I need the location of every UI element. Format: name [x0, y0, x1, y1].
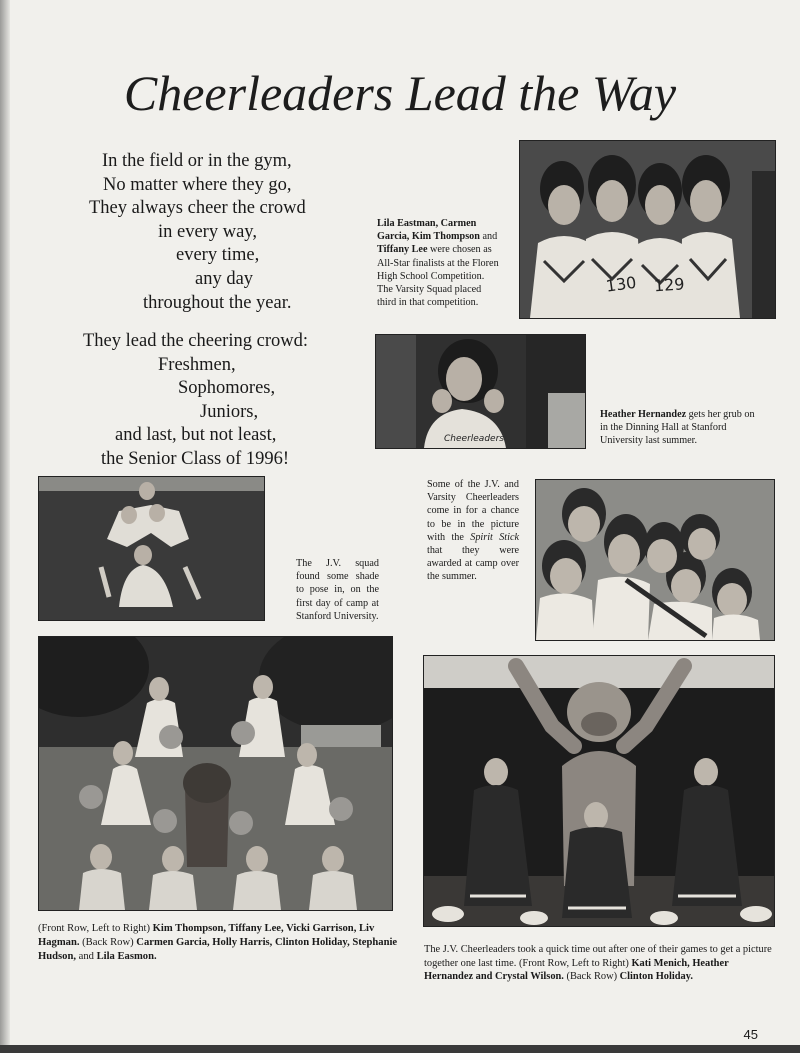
page-binding-edge	[0, 0, 10, 1053]
photo-varsity-squad	[38, 636, 393, 911]
caption-heather: Heather Hernandez gets her grub on in the Dinning Hall at Stanford University last summer.	[600, 409, 755, 447]
page-number: 45	[743, 1027, 758, 1042]
poem-line: No matter where they go,	[103, 174, 292, 195]
poem-line: Sophomores,	[178, 378, 276, 399]
caption-jv-shade: The J.V. squad found some shade to pose in, on the first day of camp at Stanford University.	[296, 558, 379, 622]
caption-names: Kati Menich, Heather Hernandez and Crystal Wilson.	[424, 957, 729, 983]
page-bottom-edge	[0, 1045, 800, 1053]
poem-line: They lead the cheering crowd:	[83, 331, 308, 351]
caption-name: Tiffany Lee	[377, 244, 428, 256]
photo-dining-hall	[375, 334, 586, 449]
poem-line: In the field or in the gym,	[102, 151, 292, 171]
caption-name: Lila Easmon.	[96, 951, 157, 962]
caption-varsity: (Front Row, Left to Right) Kim Thompson, Tiffany Lee, Vicki Garrison, Liv Hagman. (Back Row) Carmen Garcia, Holly Harris, Clinton Holiday, Stephanie Hudson, and Lila Easmon.	[38, 923, 398, 962]
poem-line: any day	[195, 269, 254, 289]
poem-line: Juniors,	[200, 401, 259, 422]
page-title: Cheerleaders Lead the Way	[123, 65, 677, 121]
caption-name: Heather Hernandez	[600, 409, 687, 420]
bib-number: 130	[604, 272, 638, 296]
poem-line: the Senior Class of 1996!	[101, 449, 290, 469]
poem-line: and last, but not least,	[115, 425, 277, 446]
caption-jv-mascot: The J.V. Cheerleaders took a quick time out after one of their games to get a picture together one last time. (Front Row, Left to Right) Kati Menich, Heather Hernandez and Crystal Wilson. (Back Row) Clinton Holiday.	[424, 944, 772, 983]
poem-line: throughout the year.	[143, 292, 292, 313]
poem-line: Freshmen,	[158, 354, 236, 375]
photo-jv-mascot	[423, 655, 775, 927]
poem-line: in every way,	[158, 221, 257, 242]
photo-allstar-finalists	[519, 140, 776, 319]
caption-names: Lila Eastman, Carmen Garcia, Kim Thompson	[377, 218, 480, 243]
caption-allstar: Lila Eastman, Carmen Garcia, Kim Thompson and Tiffany Lee were chosen as All-Star finalists at the Floren High School Competition. The Varsity Squad placed third in that competition.	[377, 218, 499, 309]
poem-line: every time,	[176, 245, 260, 266]
caption-emphasis: Spirit Stick	[470, 531, 519, 543]
poem-line: They always cheer the crowd	[89, 198, 306, 219]
photo-spirit-stick-group	[535, 479, 775, 641]
bib-number: 129	[653, 274, 686, 296]
caption-names: Kim Thompson, Tiffany Lee, Vicki Garrison, Liv Hagman.	[38, 923, 375, 948]
caption-spirit-stick: Some of the J.V. and Varsity Cheerleaders come in for a chance to be in the picture with the Spirit Stick that they were awarded at camp over the summer.	[427, 479, 519, 583]
shirt-text: Cheerleaders	[444, 434, 504, 444]
caption-names: Clinton Holiday.	[619, 971, 693, 983]
photo-jv-squad-shade	[38, 476, 265, 621]
caption-names: Carmen Garcia, Holly Harris, Clinton Holiday, Stephanie Hudson,	[38, 937, 398, 962]
